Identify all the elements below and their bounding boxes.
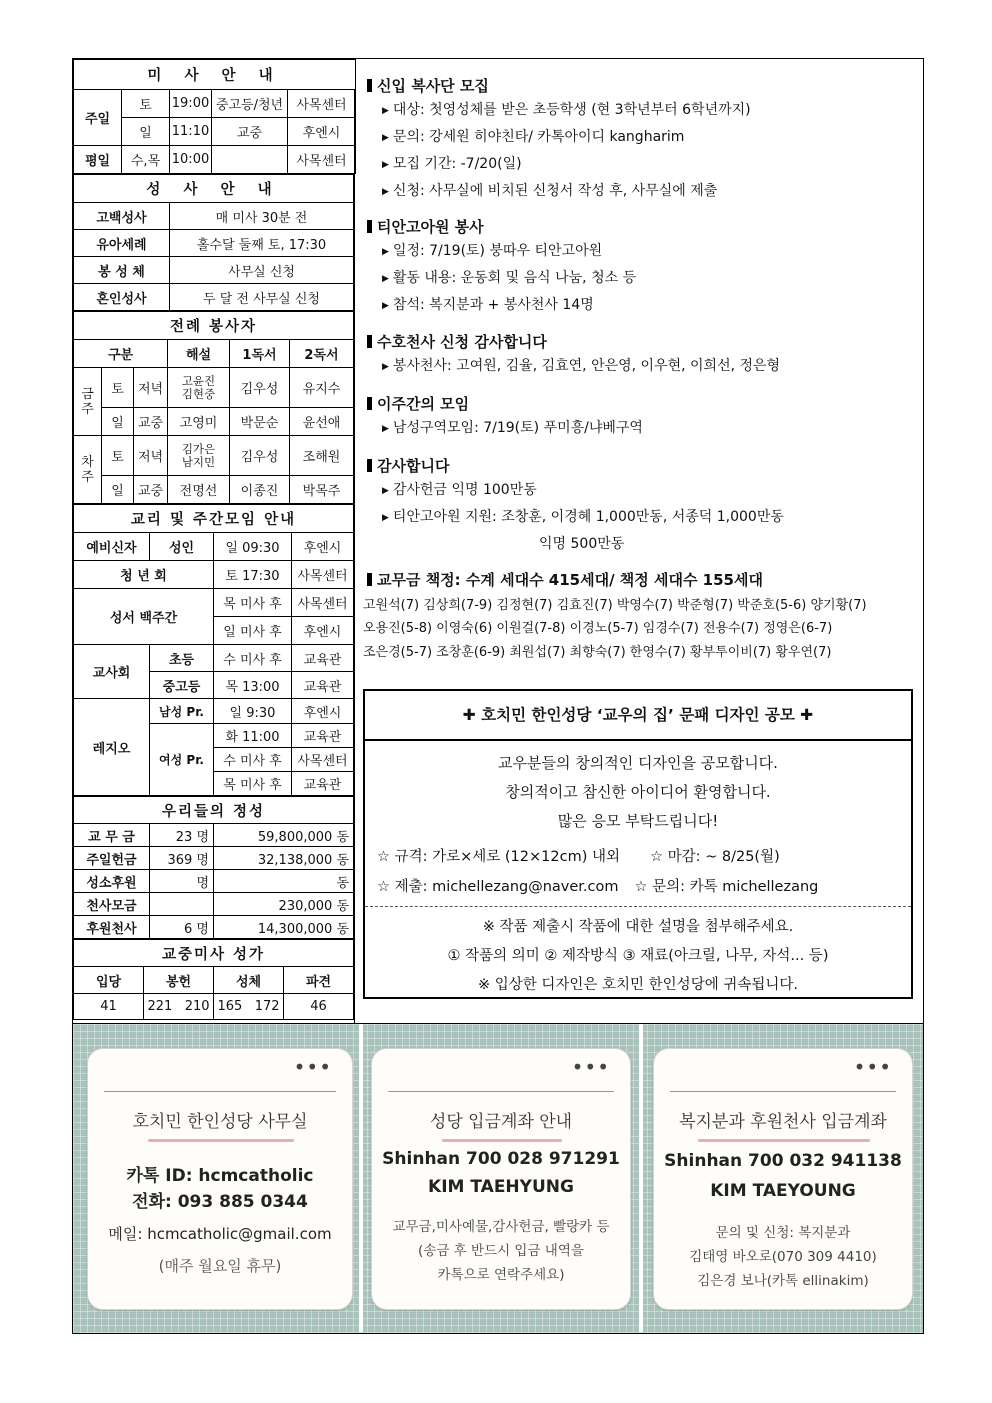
notice-item: ▶ 남성구역모임: 7/19(토) 푸미흥/냐베구역 [382, 420, 643, 436]
hymn-header: 성체 [214, 967, 284, 994]
mass-day: 수,목 [122, 146, 170, 174]
servers-type: 저녁 [134, 368, 168, 408]
card-rule [388, 1091, 614, 1092]
card-line: 카톡으로 연락주세요) [437, 1267, 565, 1283]
contest-notes [365, 906, 911, 1000]
card-line: 전화: 093 885 0344 [132, 1192, 308, 1212]
offering-amount: 230,000 동 [214, 893, 354, 916]
legio-female-place: 교육관 [292, 724, 354, 748]
triangle-bullet-icon: ▶ [382, 486, 389, 496]
offering-count: 6 명 [150, 916, 214, 939]
triangle-bullet-icon: ▶ [382, 301, 389, 311]
mass-place: 사목센터 [288, 146, 356, 174]
servers-reader2: 윤선애 [290, 408, 354, 436]
servers-host: 고영미 [168, 408, 230, 436]
catechumen-sub: 성인 [150, 533, 214, 561]
notice-item: ▶ 대상: 첫영성체를 받은 초등학생 (현 3학년부터 6학년까지) [382, 102, 751, 118]
mass-place: 후엔시 [288, 118, 356, 146]
sacrament-value: 홀수달 둘째 토, 17:30 [170, 230, 354, 257]
servers-reader2: 조해원 [290, 436, 354, 476]
notice-title: 이주간의 모임 [367, 393, 917, 415]
sacrament-value: 매 미사 30분 전 [170, 203, 354, 230]
triangle-bullet-icon: ▶ [382, 187, 389, 197]
left-column [73, 59, 355, 1023]
offering-count [150, 893, 214, 916]
hymns-table [73, 939, 354, 1020]
contest-note: ※ 입상한 디자인은 호치민 한인성당에 귀속됩니다. [478, 977, 798, 993]
notice-item: ▶ 참석: 복지분과 + 봉사천사 14명 [382, 297, 594, 313]
contact-band [73, 1023, 923, 1333]
servers-title: 전례 봉사자 [74, 312, 354, 340]
triangle-bullet-icon: ▶ [382, 274, 389, 284]
triangle-bullet-icon: ▶ [382, 133, 389, 143]
notice-title: 신입 복사단 모집 [367, 75, 917, 97]
title-underline [442, 1139, 562, 1142]
contest-note: ※ 작품 제출시 작품에 대한 설명을 첨부해주세요. [482, 919, 794, 935]
teachers-label: 교사회 [74, 645, 150, 699]
triangle-bullet-icon: ▶ [382, 424, 389, 434]
offering-amount: 동 [214, 870, 354, 893]
servers-group-name: 금주 [81, 386, 94, 417]
hymn-header: 파견 [284, 967, 354, 994]
servers-header: 구분 [74, 340, 168, 368]
mass-table [73, 59, 356, 174]
contest-contact-row [365, 872, 911, 902]
servers-group-name: 차주 [81, 454, 94, 485]
triangle-bullet-icon: ▶ [382, 362, 389, 372]
card-title: 호치민 한인성당 사무실 [132, 1112, 308, 1132]
contest-body [365, 741, 911, 836]
bible-time: 일 미사 후 [214, 617, 292, 645]
more-dots-icon: ••• [571, 1055, 610, 1079]
title-underline [148, 1139, 294, 1142]
card-title: 복지분과 후원천사 입금계좌 [679, 1112, 887, 1132]
contest-body-line: 창의적이고 참신한 아이디어 환영합니다. [505, 783, 771, 801]
legio-female-time: 화 11:00 [214, 724, 292, 748]
design-contest-box [363, 689, 913, 999]
notice-meetings [367, 393, 917, 442]
offerings-title: 우리들의 정성 [74, 797, 354, 824]
contest-body-line: 교우분들의 창의적인 디자인을 공모합니다. [498, 754, 778, 772]
square-bullet-icon [367, 573, 372, 586]
tithe-names-line: 조은경(5-7) 조창훈(6-9) 최원섭(7) 최향숙(7) 한영수(7) 황부투이비(7) 황우연(7) [363, 645, 832, 660]
mass-group: 주일 [74, 90, 122, 146]
band-divider [359, 1024, 363, 1332]
hymn-value: 46 [284, 994, 354, 1020]
offering-label: 주일헌금 [74, 847, 150, 870]
offering-label: 성소후원 [74, 870, 150, 893]
card-line: 김은경 보나(카톡 ellinakim) [697, 1273, 869, 1289]
notice-item: ▶ 봉사천사: 고여원, 김율, 김효연, 안은영, 이우현, 이희선, 정은형 [382, 358, 781, 374]
sacrament-label: 유아세례 [74, 230, 170, 257]
tithe-names-line: 고원석(7) 김상희(7-9) 김정현(7) 김효진(7) 박영수(7) 박준형(7) 박준호(5-6) 양기황(7) [363, 598, 867, 613]
card-rule [104, 1091, 336, 1092]
card-line: (송금 후 반드시 입금 내역을 [418, 1243, 584, 1259]
servers-type: 저녁 [134, 436, 168, 476]
hymn-header: 입당 [74, 967, 144, 994]
teachers-sub: 초등 [150, 645, 214, 672]
teachers-time: 수 미사 후 [214, 645, 292, 672]
offering-label: 교 무 금 [74, 824, 150, 847]
card-line: 메일: hcmcatholic@gmail.com [108, 1225, 332, 1243]
more-dots-icon: ••• [853, 1055, 892, 1079]
card-line: 교무금,미사예물,감사헌금, 빨랑카 등 [392, 1219, 610, 1235]
sacraments-title: 성 사 안 내 [74, 175, 354, 203]
square-bullet-icon [367, 459, 372, 472]
triangle-bullet-icon: ▶ [382, 106, 389, 116]
servers-type: 교중 [134, 476, 168, 504]
notice-altar-servers [367, 75, 917, 205]
hymn-value: 221 210 [144, 994, 214, 1020]
legio-female-sub: 여성 Pr. [150, 724, 214, 796]
catechumen-place: 후엔시 [292, 533, 354, 561]
teachers-place: 교육관 [292, 645, 354, 672]
mass-time: 19:00 [170, 90, 212, 118]
mass-time: 10:00 [170, 146, 212, 174]
legio-male-sub: 남성 Pr. [150, 699, 214, 724]
contest-body-line: 많은 응모 부탁드립니다! [557, 812, 719, 830]
youth-place: 사목센터 [292, 561, 354, 589]
sacraments-table [73, 174, 354, 311]
teachers-time: 목 13:00 [214, 672, 292, 699]
notice-thanks [367, 455, 917, 557]
card-line: 문의 및 신청: 복지분과 [715, 1225, 851, 1241]
offering-amount: 32,138,000 동 [214, 847, 354, 870]
bible-place: 사목센터 [292, 589, 354, 617]
tithe-names-line: 오용진(5-8) 이영숙(6) 이원걸(7-8) 이경노(5-7) 임경수(7) 전용수(7) 정영은(6-7) [363, 621, 833, 636]
catechumen-label: 예비신자 [74, 533, 150, 561]
hymn-value: 165 172 [214, 994, 284, 1020]
contest-note: ① 작품의 의미 ② 제작방식 ③ 재료(아크릴, 나무, 자석... 등) [447, 948, 829, 964]
offering-label: 천사모금 [74, 893, 150, 916]
meetings-table [73, 504, 354, 796]
servers-reader1: 이종진 [230, 476, 290, 504]
square-bullet-icon [367, 397, 372, 410]
notice-title: 티안고아원 봉사 [367, 216, 917, 238]
contest-size: ☆ 규격: 가로×세로 (12×12cm) 내외 [377, 849, 620, 865]
bible-label: 성서 백주간 [74, 589, 214, 645]
title-underline [698, 1139, 870, 1142]
servers-table [73, 311, 354, 504]
catechumen-time: 일 09:30 [214, 533, 292, 561]
bible-place: 후엔시 [292, 617, 354, 645]
mass-day: 토 [122, 90, 170, 118]
square-bullet-icon [367, 220, 372, 233]
tithe-section [367, 569, 917, 591]
offering-count: 369 명 [150, 847, 214, 870]
legio-female-place: 교육관 [292, 772, 354, 796]
servers-host: 전명선 [168, 476, 230, 504]
servers-day: 일 [102, 408, 134, 436]
servers-reader1: 김우성 [230, 436, 290, 476]
card-line: 카톡 ID: hcmcatholic [126, 1166, 314, 1186]
servers-reader2: 유지수 [290, 368, 354, 408]
servers-reader1: 박문순 [230, 408, 290, 436]
mass-day: 일 [122, 118, 170, 146]
triangle-bullet-icon: ▶ [382, 160, 389, 170]
offering-count: 23 명 [150, 824, 214, 847]
triangle-bullet-icon: ▶ [382, 513, 389, 523]
servers-reader1: 김우성 [230, 368, 290, 408]
legio-male-time: 일 9:30 [214, 699, 292, 724]
notice-item: ▶ 모집 기간: -7/20(일) [382, 156, 522, 172]
card-line: KIM TAEHYUNG [428, 1177, 574, 1197]
teachers-place: 교육관 [292, 672, 354, 699]
band-divider [639, 1024, 643, 1332]
legio-male-place: 후엔시 [292, 699, 354, 724]
notice-item: ▶ 감사헌금 익명 100만동 [382, 482, 537, 498]
legio-female-time: 목 미사 후 [214, 772, 292, 796]
servers-host: 김가은 남지민 [168, 436, 230, 476]
hymn-header: 봉헌 [144, 967, 214, 994]
card-title: 성당 입금계좌 안내 [429, 1112, 573, 1132]
servers-host: 고윤진 김현중 [168, 368, 230, 408]
card-line: KIM TAEYOUNG [710, 1181, 856, 1201]
youth-label: 청 년 회 [74, 561, 214, 589]
more-dots-icon: ••• [293, 1055, 332, 1079]
offering-amount: 14,300,000 동 [214, 916, 354, 939]
notice-item: ▶ 문의: 강세원 히야친타/ 카톡아이디 kangharim [382, 129, 685, 145]
office-card [87, 1048, 353, 1310]
notice-item: ▶ 일정: 7/19(토) 붕따우 티안고아원 [382, 243, 603, 259]
mass-title: 미 사 안 내 [74, 60, 356, 90]
card-rule [670, 1091, 896, 1092]
servers-header: 2독서 [290, 340, 354, 368]
square-bullet-icon [367, 335, 372, 348]
servers-day: 토 [102, 436, 134, 476]
notice-orphanage [367, 216, 917, 319]
notice-item-extra: 익명 500만동 [539, 536, 625, 552]
welfare-account-card [653, 1048, 913, 1310]
offerings-table [73, 796, 354, 939]
servers-header: 1독서 [230, 340, 290, 368]
offering-amount: 59,800,000 동 [214, 824, 354, 847]
youth-time: 토 17:30 [214, 561, 292, 589]
notice-title: 감사합니다 [367, 455, 917, 477]
legio-female-place: 사목센터 [292, 748, 354, 772]
sacrament-value: 두 달 전 사무실 신청 [170, 284, 354, 311]
right-column [355, 59, 923, 1023]
hymns-title: 교중미사 성가 [74, 940, 354, 967]
contest-title: ✚ 호치민 한인성당 ‘교우의 집’ 문패 디자인 공모 ✚ [365, 691, 911, 741]
notice-title: 수호천사 신청 감사합니다 [367, 331, 917, 353]
card-line: Shinhan 700 032 941138 [664, 1151, 902, 1171]
sacrament-value: 사무실 신청 [170, 257, 354, 284]
mass-place: 사목센터 [288, 90, 356, 118]
servers-type: 교중 [134, 408, 168, 436]
sacrament-label: 고백성사 [74, 203, 170, 230]
card-line: (매주 월요일 휴무) [158, 1257, 282, 1275]
bible-time: 목 미사 후 [214, 589, 292, 617]
tithe-title: 교무금 책정: 수계 세대수 415세대/ 책정 세대수 155세대 [367, 569, 917, 591]
square-bullet-icon [367, 79, 372, 92]
mass-who: 중고등/청년 [212, 90, 288, 118]
servers-day: 토 [102, 368, 134, 408]
offering-label: 후원천사 [74, 916, 150, 939]
card-line: Shinhan 700 028 971291 [382, 1149, 620, 1169]
sacrament-label: 혼인성사 [74, 284, 170, 311]
card-line: 김태영 바오로(070 309 4410) [689, 1249, 877, 1265]
servers-day: 일 [102, 476, 134, 504]
notice-item: ▶ 활동 내용: 운동회 및 음식 나눔, 청소 등 [382, 270, 637, 286]
contest-specs-row [365, 842, 911, 872]
sacrament-label: 봉 성 체 [74, 257, 170, 284]
mass-group: 평일 [74, 146, 122, 174]
mass-who [212, 146, 288, 174]
legio-female-time: 수 미사 후 [214, 748, 292, 772]
parish-account-card [371, 1048, 631, 1310]
notice-guardian-angels [367, 331, 917, 380]
servers-header: 해설 [168, 340, 230, 368]
meetings-title: 교리 및 주간모임 안내 [74, 505, 354, 533]
triangle-bullet-icon: ▶ [382, 247, 389, 257]
legio-label: 레지오 [74, 699, 150, 796]
offering-count: 명 [150, 870, 214, 893]
contest-contact: ☆ 문의: 카톡 michellezang [634, 879, 819, 895]
contest-submit: ☆ 제출: michellezang@naver.com [377, 879, 619, 895]
notice-item: ▶ 신청: 사무실에 비치된 신청서 작성 후, 사무실에 제출 [382, 183, 718, 199]
bulletin-page [72, 58, 924, 1334]
mass-who: 교중 [212, 118, 288, 146]
hymn-value: 41 [74, 994, 144, 1020]
mass-time: 11:10 [170, 118, 212, 146]
contest-deadline: ☆ 마감: ~ 8/25(월) [650, 849, 780, 865]
notice-item: ▶ 티안고아원 지원: 조창훈, 이경혜 1,000만동, 서종덕 1,000만동 [382, 509, 784, 525]
servers-reader2: 박목주 [290, 476, 354, 504]
teachers-sub: 중고등 [150, 672, 214, 699]
